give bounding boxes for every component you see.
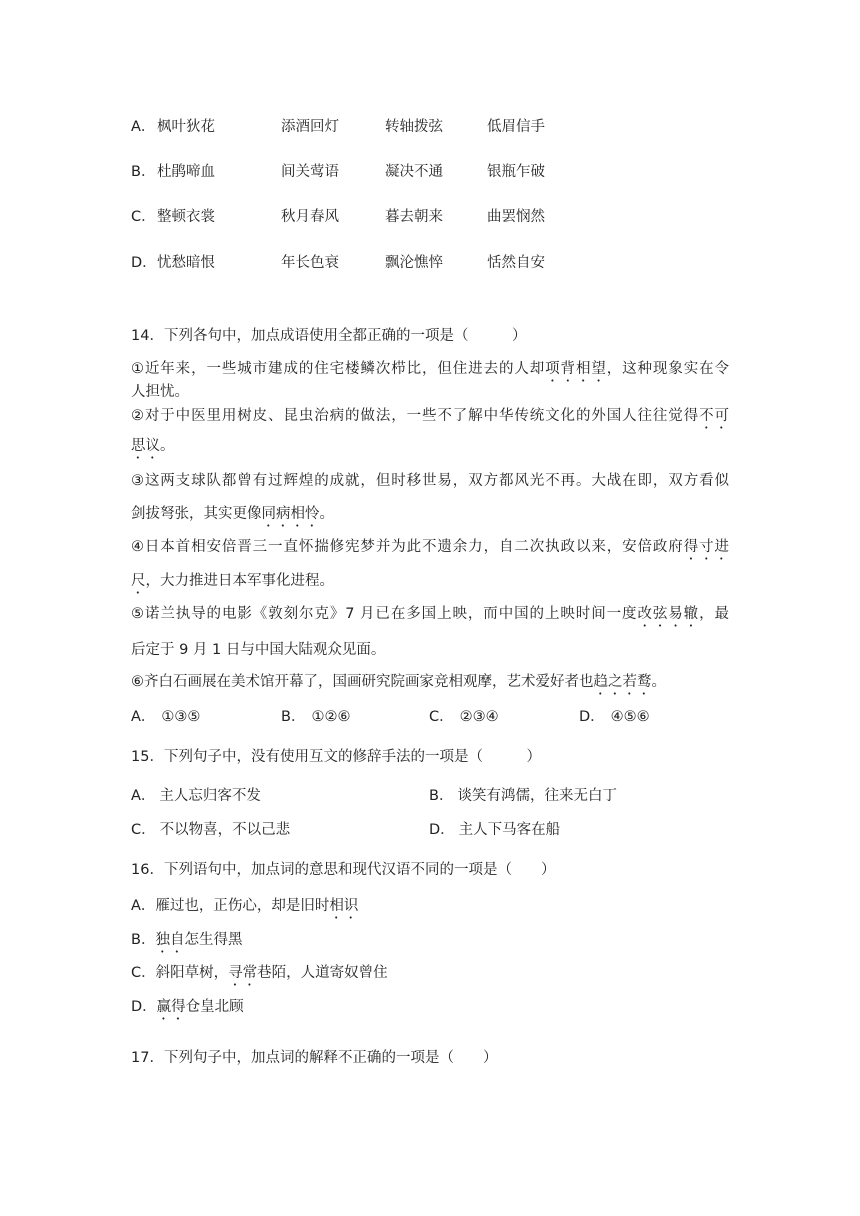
q13-option-item: 秋月春风 — [281, 209, 339, 225]
q14-option: C． ②③④ — [429, 709, 499, 725]
q15-option: B． 谈笑有鸿儒，往来无白丁 — [429, 788, 617, 804]
q14-sentence-3: ③这两支球队都曾有过辉煌的成就，但时移世易，双方都风光不再。大战在即，双方看似 剑拔弩张，其实更像同病相怜。 — [131, 473, 729, 522]
q13-option-item: 年长色衰 — [281, 255, 339, 271]
q14-sentence-1: ①近年来，一些城市建成的住宅楼鳞次栉比，但住进去的人却项背相望，这种现象实在令 人担忧。 — [131, 361, 730, 400]
q15-stem: 15．下列句子中，没有使用互文的修辞手法的一项是（ ） — [131, 749, 541, 765]
q15-option: C． 不以物喜，不以己悲 — [131, 822, 291, 838]
q13-option-item: 间关莺语 — [281, 164, 339, 180]
q13-option-item: 飘沦憔悴 — [385, 255, 443, 271]
q14-sentence-4: ④日本首相安倍晋三一直怀揣修宪梦并为此不遗余力，自二次执政以来，安倍政府得寸进 尺，大力推进日本军事化进程。 — [131, 539, 730, 589]
q17-stem: 17．下列句子中，加点词的解释不正确的一项是（ ） — [131, 1050, 498, 1066]
q13-option-item: 忧愁暗恨 — [157, 255, 215, 271]
q13-option-item: 凝决不通 — [385, 164, 443, 180]
q16-option-b: B．独自怎生得黑 — [131, 932, 243, 948]
q16-option-d: D．赢得仓皇北顾 — [131, 999, 244, 1015]
q13-option-item: 枫叶狄花 — [157, 119, 215, 135]
q14-option: B． ①②⑥ — [281, 709, 351, 725]
q13-option-item: 杜鹃啼血 — [157, 164, 215, 180]
q13-option-item: 整顿衣裳 — [157, 209, 215, 225]
q13-option-item: 银瓶乍破 — [487, 164, 545, 180]
q14-option: A． ①③⑤ — [131, 709, 201, 725]
q16-stem: 16．下列语句中，加点词的意思和现代汉语不同的一项是（ ） — [131, 862, 556, 878]
q16-option-c: C．斜阳草树，寻常巷陌，人道寄奴曾住 — [131, 965, 388, 981]
q15-option: D． 主人下马客在船 — [429, 822, 561, 838]
q16-option-a: A．雁过也，正伤心，却是旧时相识 — [131, 898, 359, 914]
q14-sentence-2: ②对于中医里用树皮、昆虫治病的做法，一些不了解中华传统文化的外国人往往觉得不可 思议。 — [131, 408, 730, 454]
option-letter: C． — [131, 209, 156, 225]
q13-option-item: 添酒回灯 — [281, 119, 339, 135]
q14-sentence-5: ⑤诺兰执导的电影《敦刻尔克》7 月已在多国上映，而中国的上映时间一度改弦易辙，最 后定于 9 月 1 日与中国大陆观众见面。 — [131, 606, 730, 658]
option-letter: A． — [131, 119, 156, 135]
q13-option-item: 转轴拨弦 — [385, 119, 443, 135]
q13-option-item: 暮去朝来 — [385, 209, 443, 225]
q14-option: D． ④⑤⑥ — [579, 709, 650, 725]
q14-sentence-6: ⑥齐白石画展在美术馆开幕了，国画研究院画家竞相观摩，艺术爱好者也趋之若鹜。 — [131, 674, 666, 690]
option-letter: D． — [131, 255, 157, 271]
q15-option: A． 主人忘归客不发 — [131, 788, 261, 804]
q14-s1-emphasis: 项背相望 — [545, 361, 607, 377]
q13-option-item: 低眉信手 — [487, 119, 545, 135]
q13-option-item: 曲罢悯然 — [487, 209, 545, 225]
option-letter: B． — [131, 164, 156, 180]
q13-option-item: 恬然自安 — [487, 255, 545, 271]
q14-stem: 14．下列各句中，加点成语使用全都正确的一项是（ ） — [131, 328, 527, 344]
